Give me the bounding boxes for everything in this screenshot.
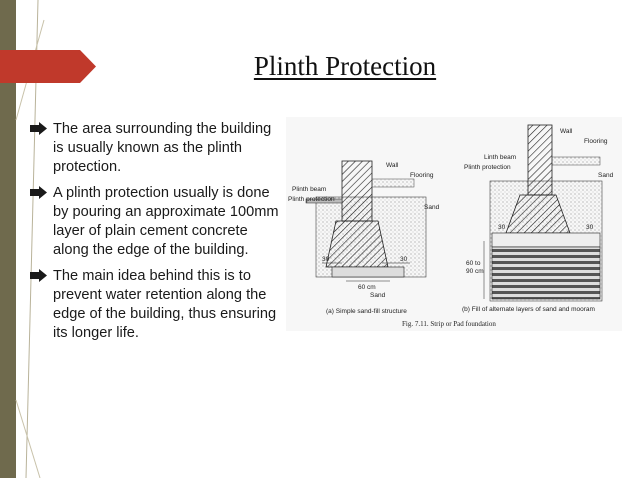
- right-detail: [462, 125, 614, 313]
- page-title: Plinth Protection: [253, 51, 437, 81]
- bullet-item: [30, 184, 285, 260]
- label-dim-bottom: 60 cm: [358, 284, 376, 291]
- label-plinth-protection-right: Plinth protection: [464, 164, 511, 171]
- foundation-diagram: [286, 117, 622, 331]
- bullet-item: [30, 120, 285, 177]
- figure-caption: Fig. 7.11. Strip or Pad foundation: [402, 320, 496, 328]
- label-depth-1: 60 to: [466, 260, 481, 267]
- label-dim-left-right: 30: [498, 224, 506, 231]
- label-wall: Wall: [386, 162, 399, 169]
- label-dim-left: 30: [322, 256, 330, 263]
- label-dim-right: 30: [400, 256, 408, 263]
- title-arrow-tab: [0, 50, 96, 83]
- bullet-list: [30, 120, 285, 350]
- label-plinth-beam: Plinth beam: [292, 186, 327, 193]
- label-flooring-right: Flooring: [584, 138, 608, 145]
- label-sand-right: Sand: [598, 172, 614, 179]
- label-depth-2: 90 cm: [466, 268, 484, 275]
- label-flooring: Flooring: [410, 172, 434, 179]
- caption-right: (b) Fill of alternate layers of sand and mooram: [462, 306, 595, 313]
- arrow-bullet-icon: [30, 122, 47, 135]
- arrow-bullet-icon: [30, 186, 47, 199]
- label-plinth-beam-right: Linth beam: [484, 154, 517, 161]
- foundation-drawing: [286, 117, 622, 331]
- bullet-text: The area surrounding the building is usually known as the plinth protection.: [53, 121, 272, 175]
- bullet-item: [30, 267, 285, 343]
- label-sand: Sand: [424, 204, 440, 211]
- label-sand-bottom: Sand: [370, 292, 386, 299]
- label-dim-right-right: 30: [586, 224, 594, 231]
- arrow-bullet-icon: [30, 269, 47, 282]
- left-detail: [288, 161, 440, 315]
- bullet-text: A plinth protection usually is done by pouring an approximate 100mm layer of plain cement concrete along the edge of the building.: [53, 185, 279, 258]
- caption-left: (a) Simple sand-fill structure: [326, 308, 407, 315]
- bullet-text: The main idea behind this is to prevent water retention along the edge of the building, thus ensuring its longer life.: [53, 268, 277, 341]
- label-wall-right: Wall: [560, 128, 573, 135]
- label-plinth-protection: Plinth protection: [288, 196, 335, 203]
